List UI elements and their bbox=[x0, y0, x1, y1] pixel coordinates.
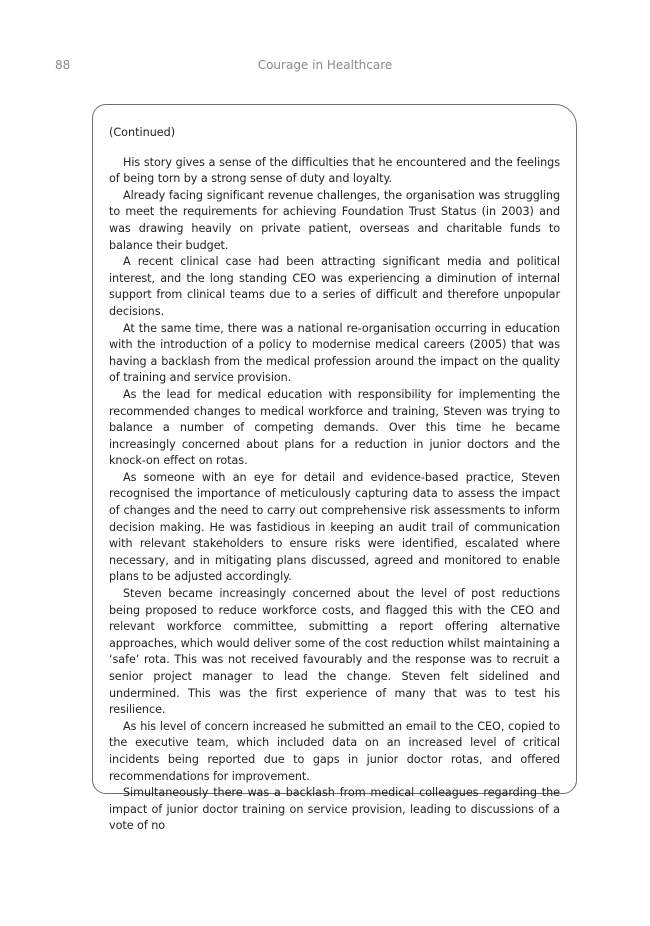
case-study-box bbox=[92, 104, 577, 833]
paragraph: A recent clinical case had been attracting significant media and political interest, and the long standing CEO was experiencing a diminution of internal support from clinical teams due to a series of difficult and therefore unpopular decisions. bbox=[109, 255, 560, 318]
paragraph: At the same time, there was a national re-organisation occurring in education with the introduction of a policy to modernise medical careers (2005) that was having a backlash from the medical profession around the impact on the quality of training and service provision. bbox=[109, 321, 560, 385]
running-head: Courage in Healthcare bbox=[257, 58, 393, 72]
paragraph: Already facing significant revenue challenges, the organisation was struggling to meet the requirements for achieving Foundation Trust Status (in 2003) and was drawing heavily on private patient, overseas and charitable funds to balance their budget. bbox=[109, 188, 560, 252]
paragraph: As someone with an eye for detail and evidence-based practice, Steven recognised the importance of meticulously capturing data to assess the impact of changes and the need to carry out comprehensive risk assessments to inform decision making. He was fastidious in keeping an audit trail of communication with relevant stakeholders to ensure risks were identified, escalated where necessary, and in mitigating plans discussed, agreed and monitored to enable plans to be adjusted accordingly. bbox=[109, 470, 560, 584]
paragraph: Steven became increasingly concerned about the level of post reductions being proposed to reduce workforce costs, and flagged this with the CEO and relevant workforce committee, submitting a report offering alternative approaches, which would deliver some of the cost reduction whilst maintaining a ‘safe’ rota. This was not received favourably and the response was to recruit a senior project manager to lead the change. Steven felt sidelined and undermined. This was the first experience of many that was to test his resilience. bbox=[109, 587, 560, 717]
paragraph: As his level of concern increased he submitted an email to the CEO, copied to the executive team, which included data on an increased level of critical incidents being reported due to gaps in junior doctor rotas, and offered recommendations for improvement. bbox=[109, 719, 560, 783]
page-number: 88 bbox=[55, 58, 71, 72]
paragraph: Simultaneously there was a backlash from medical colleagues regarding the impact of junior doctor training on service provision, leading to discussions of a vote of no bbox=[109, 786, 560, 833]
case-study-content bbox=[109, 125, 560, 835]
continued-label: (Continued) bbox=[109, 126, 176, 139]
paragraph: As the lead for medical education with responsibility for implementing the recommended changes to medical workforce and training, Steven was trying to balance a number of competing demands. Over this time he became increasingly concerned about plans for a reduction in junior doctors and the knock-on effect on rotas. bbox=[109, 387, 560, 468]
paragraph: His story gives a sense of the difficulties that he encountered and the feelings of being torn by a strong sense of duty and loyalty. bbox=[109, 155, 560, 186]
